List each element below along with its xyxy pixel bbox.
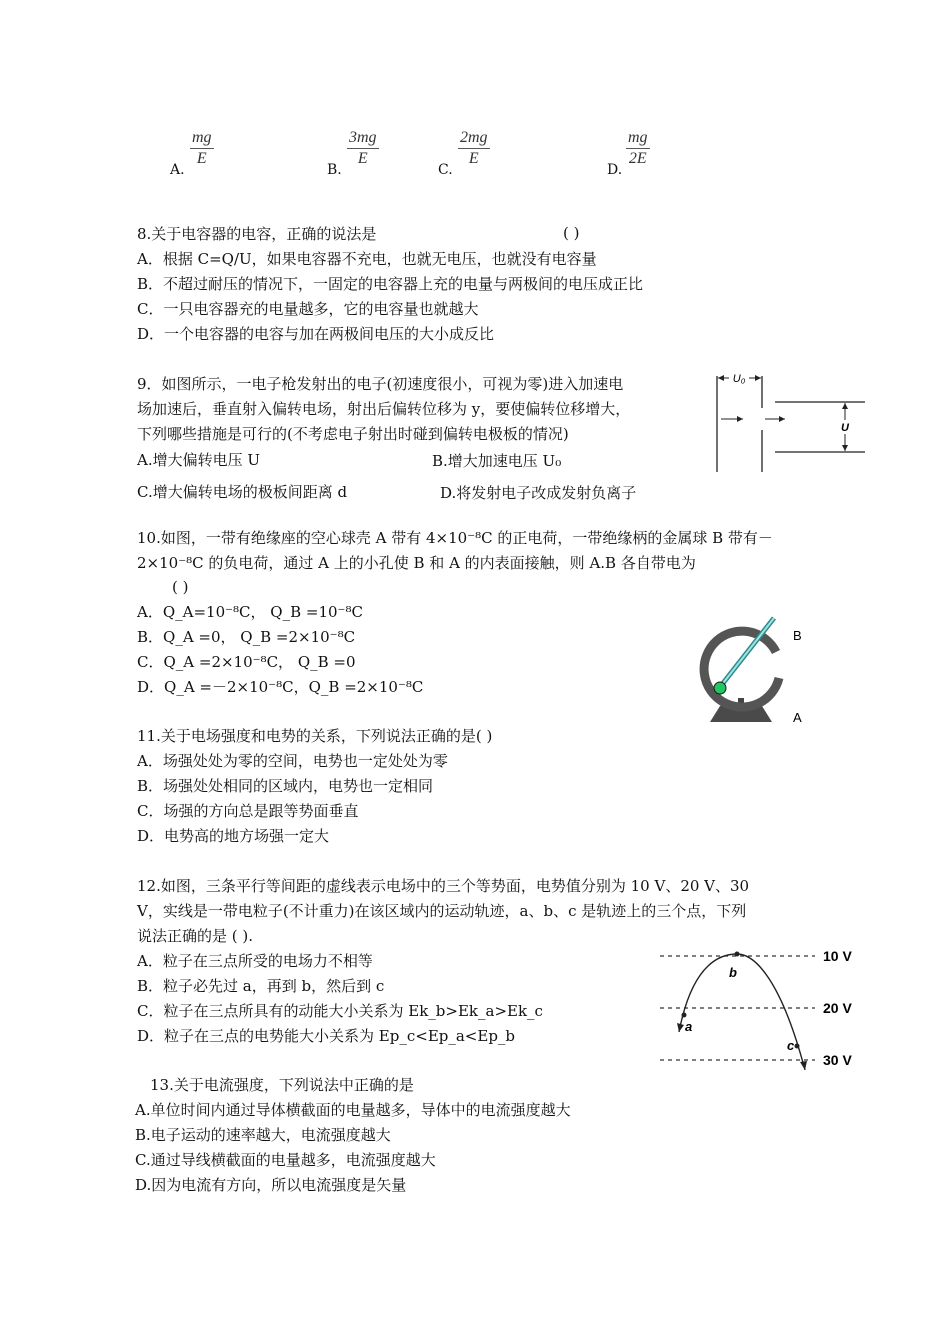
q13-option-b: B.电子运动的速率越大，电流强度越大 xyxy=(135,1126,391,1144)
hollow-sphere-diagram xyxy=(680,612,810,727)
q7-option-b-numerator: 3mg xyxy=(347,129,379,149)
q7-option-d-denominator: 2E xyxy=(628,150,647,167)
u0-label: U₀ xyxy=(732,373,746,385)
q9-option-b: B.增大加速电压 U₀ xyxy=(432,452,562,470)
q7-option-c-numerator: 2mg xyxy=(458,129,490,149)
q8-option-b: B．不超过耐压的情况下，一固定的电容器上充的电量与两极间的电压成正比 xyxy=(137,275,644,293)
q13-option-d: D.因为电流有方向，所以电流强度是矢量 xyxy=(135,1176,407,1194)
label-b: B xyxy=(793,628,802,643)
hollow-shell-a xyxy=(704,631,779,707)
q12-option-b: B．粒子必先过 a，再到 b，然后到 c xyxy=(137,977,385,995)
q7-option-a-denominator: E xyxy=(196,150,207,167)
u-arrow-up xyxy=(842,403,848,409)
q7-option-b-denominator: E xyxy=(357,150,368,167)
q12-option-a: A．粒子在三点所受的电场力不相等 xyxy=(137,952,373,970)
u0-arrow-right xyxy=(755,375,761,381)
q8-option-a: A．根据 C=Q/U，如果电容器不充电，也就无电压，也就没有电容量 xyxy=(137,250,597,268)
trajectory-arrow-end xyxy=(800,1061,807,1070)
q13-option-a: A.单位时间内通过导体横截面的电量越多，导体中的电流强度越大 xyxy=(135,1101,571,1119)
q13-stem: 13.关于电流强度，下列说法中正确的是 xyxy=(150,1076,414,1094)
electron-arrow-2 xyxy=(779,416,785,422)
u-arrow-down xyxy=(842,445,848,451)
q10-option-b: B．Q_A =0， Q_B =2×10⁻⁸C xyxy=(137,628,356,646)
q9-option-a: A.增大偏转电压 U xyxy=(137,451,261,469)
q7-option-d-numerator: mg xyxy=(626,129,650,149)
q11-option-b: B．场强处处相同的区域内，电势也一定相同 xyxy=(137,777,434,795)
q7-option-b-letter: B. xyxy=(327,162,342,178)
point-a xyxy=(682,1013,687,1018)
label-point-a: a xyxy=(685,1019,693,1034)
q10-stem-line-1: 10.如图，一带有绝缘座的空心球壳 A 带有 4×10⁻⁸C 的正电荷，一带绝缘柄的金属球 B 带有－ xyxy=(137,529,773,547)
q10-option-a: A．Q_A=10⁻⁸C， Q_B =10⁻⁸C xyxy=(137,603,363,621)
q10-option-c: C．Q_A =2×10⁻⁸C， Q_B =0 xyxy=(137,653,356,671)
q9-option-d: D.将发射电子改成发射负离子 xyxy=(440,484,637,502)
label-10v: 10 V xyxy=(823,948,852,964)
point-b xyxy=(735,952,740,957)
electron-gun-deflection-diagram xyxy=(705,368,875,478)
u0-arrow-left xyxy=(718,375,724,381)
q9-option-c: C.增大偏转电场的极板间距离 d xyxy=(137,483,348,501)
label-20v: 20 V xyxy=(823,1000,852,1016)
q12-option-d: D．粒子在三点的电势能大小关系为 Ep_c<Ep_a<Ep_b xyxy=(137,1027,516,1045)
label-point-b: b xyxy=(729,965,737,980)
q7-option-c-denominator: E xyxy=(468,150,479,167)
label-30v: 30 V xyxy=(823,1052,852,1068)
q7-option-a-letter: A. xyxy=(170,162,185,178)
q8-option-c: C．一只电容器充的电量越多，它的电容量也就越大 xyxy=(137,300,479,318)
q12-stem-line-3: 说法正确的是 ( ). xyxy=(137,927,254,945)
q10-answer-paren: ( ) xyxy=(172,578,189,596)
q13-option-c: C.通过导线横截面的电量越多，电流强度越大 xyxy=(135,1151,436,1169)
q7-option-a-fraction xyxy=(190,129,214,168)
point-c xyxy=(795,1044,800,1049)
q11-stem: 11.关于电场强度和电势的关系，下列说法正确的是( ) xyxy=(137,727,493,745)
q10-stem-line-2: 2×10⁻⁸C 的负电荷，通过 A 上的小孔使 B 和 A 的内表面接触，则 A.B 各自带电为 xyxy=(137,554,696,572)
q7-option-d-letter: D. xyxy=(607,162,623,178)
q11-option-d: D．电势高的地方场强一定大 xyxy=(137,827,330,845)
label-a: A xyxy=(793,710,802,725)
q7-option-a-numerator: mg xyxy=(190,129,214,149)
q7-option-b-fraction xyxy=(347,129,379,168)
q8-stem: 8.关于电容器的电容，正确的说法是 xyxy=(137,225,377,243)
q11-option-a: A．场强处处为零的空间，电势也一定处处为零 xyxy=(137,752,448,770)
q9-stem-line-1: 9．如图所示，一电子枪发射出的电子(初速度很小，可视为零)进入加速电 xyxy=(137,375,624,393)
q7-option-c-fraction xyxy=(458,129,490,168)
equipotential-trajectory-diagram xyxy=(655,940,865,1075)
label-point-c: c xyxy=(787,1038,795,1053)
q7-option-c-letter: C. xyxy=(438,162,453,178)
q8-answer-paren: ( ) xyxy=(563,224,580,242)
trajectory-arrow-start xyxy=(677,1023,684,1032)
q8-option-d: D．一个电容器的电容与加在两极间电压的大小成反比 xyxy=(137,325,495,343)
q10-option-d: D．Q_A =－2×10⁻⁸C，Q_B =2×10⁻⁸C xyxy=(137,678,424,696)
u-label: U xyxy=(841,422,849,434)
q12-option-c: C．粒子在三点所具有的动能大小关系为 Ek_b>Ek_a>Ek_c xyxy=(137,1002,543,1020)
q9-stem-line-3: 下列哪些措施是可行的(不考虑电子射出时碰到偏转电极板的情况) xyxy=(137,425,569,443)
q12-stem-line-1: 12.如图，三条平行等间距的虚线表示电场中的三个等势面，电势值分别为 10 V、20 V、30 xyxy=(137,877,750,895)
q12-stem-line-2: V，实线是一带电粒子(不计重力)在该区域内的运动轨迹，a、b、c 是轨迹上的三个点，下列 xyxy=(137,902,747,920)
metal-ball-b xyxy=(714,682,726,694)
q11-option-c: C．场强的方向总是跟等势面垂直 xyxy=(137,802,359,820)
electron-arrow-1 xyxy=(737,416,743,422)
q7-option-d-fraction xyxy=(626,129,650,168)
q9-stem-line-2: 场加速后，垂直射入偏转电场，射出后偏转位移为 y，要使偏转位移增大， xyxy=(137,400,631,418)
